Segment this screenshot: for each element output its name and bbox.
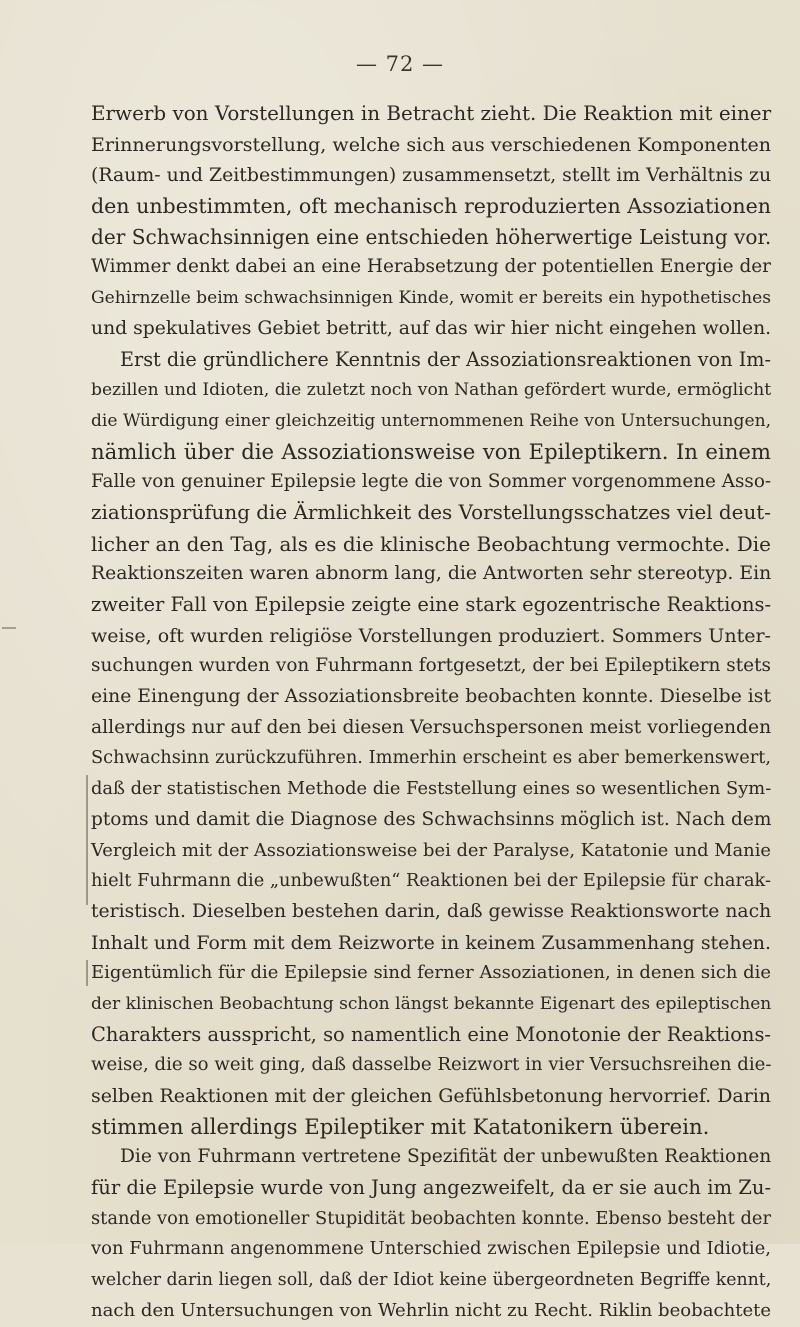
text-line: Falle von genuiner Epilepsie legte die von Sommer vorgenommene Asso- bbox=[91, 471, 772, 493]
text-line: stande von emotioneller Stupidität beobachten konnte. Ebenso besteht der bbox=[91, 1207, 771, 1229]
text-line: der Schwachsinnigen eine entschieden höherwertige Leistung vor. bbox=[91, 224, 772, 249]
text-line: für die Epilepsie wurde von Jung angezweifelt, da er sie auch im Zu- bbox=[91, 1176, 772, 1200]
text-line: welcher darin liegen soll, daß der Idiot keine übergeordneten Begriffe kennt, bbox=[91, 1270, 772, 1291]
text-line: stimmen allerdings Epileptiker mit Katatonikern überein. bbox=[91, 1113, 710, 1139]
text-line: Erinnerungsvorstellung, welche sich aus verschiedenen Komponenten bbox=[91, 133, 771, 156]
text-line: zweiter Fall von Epilepsie zeigte eine stark egozentrische Reaktions- bbox=[91, 593, 772, 616]
text-line: (Raum- und Zeitbestimmungen) zusammensetzt, stellt im Verhältnis zu bbox=[91, 164, 772, 187]
text-line: allerdings nur auf den bei diesen Versuchspersonen meist vorliegenden bbox=[91, 716, 772, 738]
text-line: Vergleich mit der Assoziationsweise bei der Paralyse, Katatonie und Manie bbox=[91, 839, 771, 861]
text-line: suchungen wurden von Fuhrmann fortgesetzt, der bei Epileptikern stets bbox=[91, 655, 771, 677]
text-line: Eigentümlich für die Epilepsie sind ferner Assoziationen, in denen sich die bbox=[91, 962, 771, 984]
text-line: Erst die gründlichere Kenntnis der Assoziationsreaktionen von Im- bbox=[120, 347, 771, 371]
text-line: Charakters ausspricht, so namentlich eine Monotonie der Reaktions- bbox=[91, 1022, 771, 1046]
text-line: nach den Untersuchungen von Wehrlin nicht zu Recht. Riklin beobachtete bbox=[91, 1299, 772, 1321]
text-line: Inhalt und Form mit dem Reizworte in keinem Zusammenhang stehen. bbox=[91, 931, 771, 954]
text-line: daß der statistischen Methode die Feststellung eines so wesentlichen Sym- bbox=[91, 778, 772, 800]
text-line: und spekulatives Gebiet betritt, auf das wir hier nicht eingehen wollen. bbox=[91, 317, 772, 339]
text-line: hielt Fuhrmann die „unbewußten“ Reaktionen bei der Epilepsie für charak- bbox=[91, 871, 771, 892]
text-line: bezillen und Idioten, die zuletzt noch von Nathan gefördert wurde, ermöglicht bbox=[91, 380, 772, 401]
page-number: — 72 — bbox=[355, 52, 445, 76]
margin-pencil-mark bbox=[86, 960, 88, 986]
text-line: von Fuhrmann angenommene Unterschied zwischen Epilepsie und Idiotie, bbox=[91, 1238, 771, 1260]
page-edge-mark bbox=[2, 627, 16, 629]
text-line: Reaktionszeiten waren abnorm lang, die Antworten sehr stereotyp. Ein bbox=[91, 563, 772, 585]
text-line: Die von Fuhrmann vertretene Spezifität der unbewußten Reaktionen bbox=[120, 1146, 772, 1168]
text-line: Wimmer denkt dabei an eine Herabsetzung der potentiellen Energie der bbox=[91, 256, 771, 278]
text-line: weise, die so weit ging, daß dasselbe Reizwort in vier Versuchsreihen die- bbox=[91, 1054, 772, 1076]
text-line: die Würdigung einer gleichzeitig unternommenen Reihe von Untersuchungen, bbox=[91, 410, 771, 431]
margin-pencil-mark bbox=[86, 775, 88, 905]
text-line: ptoms und damit die Diagnose des Schwachsinns möglich ist. Nach dem bbox=[91, 808, 772, 830]
text-line: Erwerb von Vorstellungen in Betracht zieht. Die Reaktion mit einer bbox=[91, 102, 772, 125]
text-line: Gehirnzelle beim schwachsinnigen Kinde, womit er bereits ein hypothetisches bbox=[91, 288, 771, 309]
text-line: eine Einengung der Assoziationsbreite beobachten konnte. Dieselbe ist bbox=[91, 686, 771, 708]
text-line: teristisch. Dieselben bestehen darin, daß gewisse Reaktionsworte nach bbox=[91, 900, 772, 922]
text-line: der klinischen Beobachtung schon längst bekannte Eigenart des epileptischen bbox=[91, 993, 772, 1014]
text-line: Schwachsinn zurückzuführen. Immerhin erscheint es aber bemerkenswert, bbox=[91, 747, 771, 769]
text-line: ziationsprüfung die Ärmlichkeit des Vorstellungsschatzes viel deut- bbox=[91, 500, 771, 524]
text-line: licher an den Tag, als es die klinische Beobachtung vermochte. Die bbox=[91, 531, 771, 556]
text-line: weise, oft wurden religiöse Vorstellungen produziert. Sommers Unter- bbox=[91, 624, 771, 647]
text-line: selben Reaktionen mit der gleichen Gefühlsbetonung hervorrief. Darin bbox=[91, 1085, 771, 1107]
text-line: nämlich über die Assoziationsweise von Epileptikern. In einem bbox=[91, 438, 771, 464]
text-line: den unbestimmten, oft mechanisch reproduzierten Assoziationen bbox=[91, 194, 771, 219]
body-text bbox=[91, 99, 771, 1327]
